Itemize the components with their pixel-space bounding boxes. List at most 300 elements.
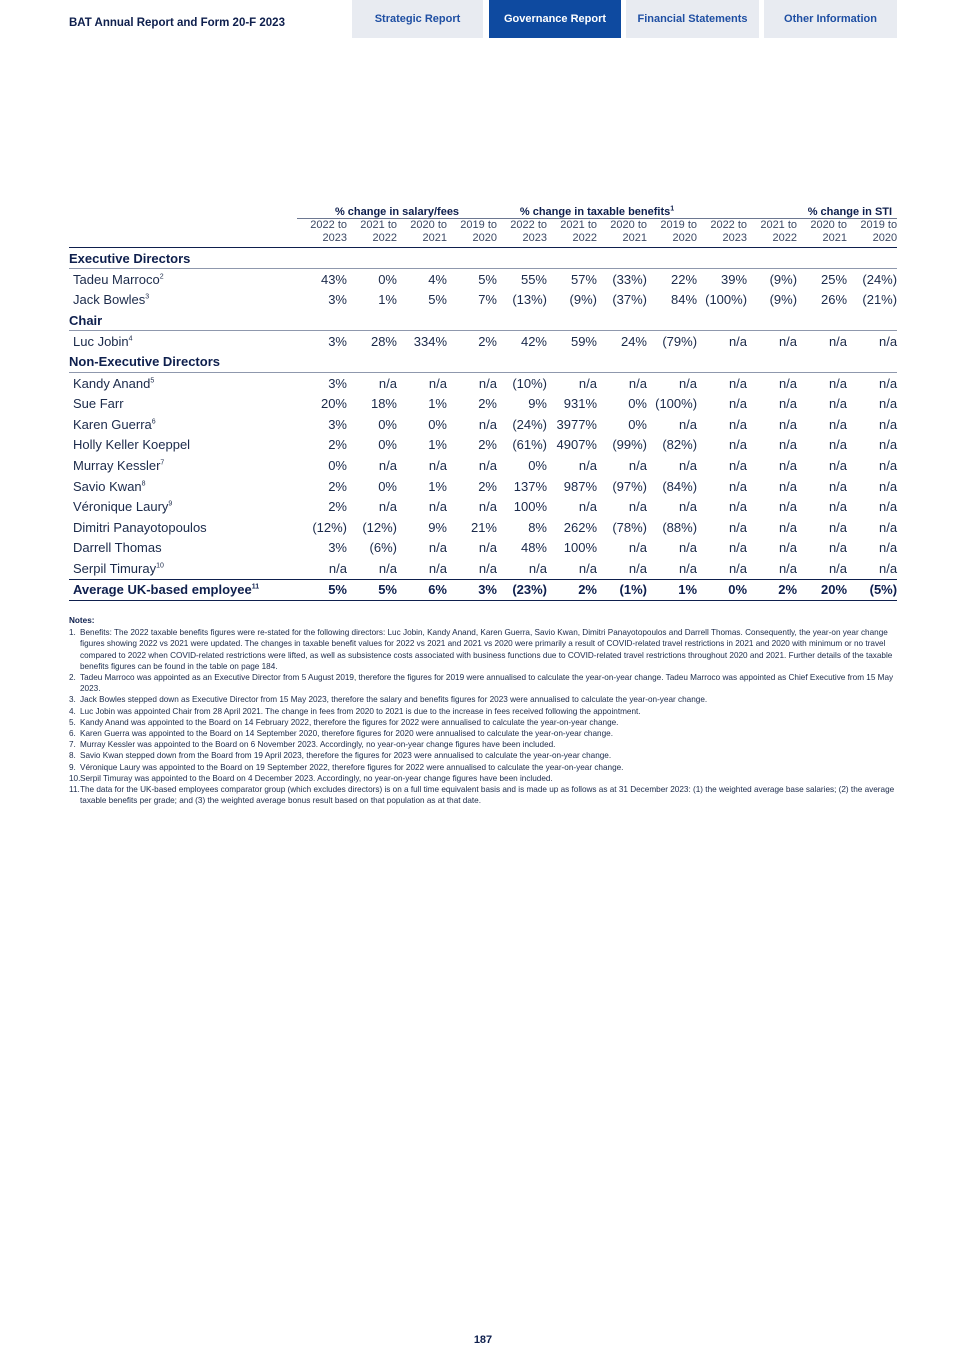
footnote-ref: 10 bbox=[156, 562, 164, 570]
value-cell: n/a bbox=[628, 499, 647, 515]
value-cell: (88%) bbox=[662, 519, 698, 535]
value-cell: 1% bbox=[647, 579, 697, 600]
value-cell: 334% bbox=[413, 333, 447, 349]
note-text: Savio Kwan stepped down from the Board from 19 April 2023, therefore the figures for 2023 were annualised to calculate the year-on-year change. bbox=[80, 751, 612, 761]
note-text: Murray Kessler was appointed to the Board on 6 November 2023. Accordingly, no year-on-year change figures have been included. bbox=[80, 740, 556, 750]
year-header-line: 2023 bbox=[722, 232, 748, 244]
value-cell: (21%) bbox=[862, 292, 898, 308]
value-cell: n/a bbox=[879, 478, 898, 494]
year-header-line: 2023 bbox=[522, 232, 547, 244]
value-cell: 26% bbox=[821, 292, 848, 308]
value-cell: 2% bbox=[478, 333, 497, 349]
note-text: Serpil Timuray was appointed to the Board on 4 December 2023. Accordingly, no year-on-year change figures have been included. bbox=[80, 773, 553, 783]
value-cell: 0% bbox=[628, 416, 647, 432]
year-header-line: 2020 bbox=[872, 232, 898, 244]
group-benefits-header: % change in taxable benefits$^1$ bbox=[497, 199, 697, 219]
value-cell: n/a bbox=[728, 457, 748, 473]
year-header bbox=[597, 219, 647, 248]
director-name: Kandy Anand bbox=[73, 375, 151, 391]
value-cell: n/a bbox=[728, 519, 748, 535]
note-number: 2. bbox=[69, 673, 76, 683]
value-cell: 9% bbox=[528, 396, 547, 412]
table-row bbox=[69, 331, 897, 352]
note-text: Karen Guerra was appointed to the Board on 14 September 2020, therefore figures for 2020 were annualised to calculate the year-on-year change. bbox=[80, 729, 613, 739]
value-cell: n/a bbox=[828, 519, 848, 535]
value-cell: n/a bbox=[778, 560, 798, 576]
value-cell: n/a bbox=[728, 478, 748, 494]
value-cell: n/a bbox=[478, 540, 497, 556]
note-item bbox=[69, 750, 895, 761]
value-cell: n/a bbox=[628, 457, 647, 473]
year-header bbox=[397, 219, 447, 248]
note-number: 8. bbox=[69, 751, 76, 761]
value-cell: 2% bbox=[328, 437, 347, 453]
year-header bbox=[297, 219, 347, 248]
row-name-cell bbox=[69, 517, 297, 538]
value-cell: 20% bbox=[797, 579, 847, 600]
value-cell: 0% bbox=[378, 478, 397, 494]
year-header-line: 2022 bbox=[572, 232, 597, 244]
value-cell: (100%) bbox=[705, 292, 748, 308]
value-cell: n/a bbox=[428, 375, 447, 391]
value-cell: 2% bbox=[328, 499, 347, 515]
note-text: Kandy Anand was appointed to the Board on 14 February 2022, therefore the figures for 2022 were annualised to calculate the year-on-year change. bbox=[80, 717, 619, 727]
year-header-row bbox=[69, 219, 897, 248]
value-cell: (9%) bbox=[569, 292, 597, 308]
year-header-line: 2022 to bbox=[310, 219, 347, 231]
value-cell: n/a bbox=[578, 499, 597, 515]
year-header bbox=[547, 219, 597, 248]
value-cell: 8% bbox=[528, 519, 547, 535]
value-cell: n/a bbox=[778, 457, 798, 473]
row-name-cell bbox=[69, 269, 297, 290]
group-salary-header: % change in salary/fees bbox=[297, 199, 497, 219]
table-row bbox=[69, 435, 897, 456]
year-header-line: 2020 to bbox=[610, 219, 647, 231]
value-cell: n/a bbox=[828, 375, 848, 391]
value-cell: n/a bbox=[778, 478, 798, 494]
footnote-ref: 7 bbox=[160, 459, 165, 467]
value-cell: 3% bbox=[328, 292, 347, 308]
footnote-ref: 6 bbox=[151, 418, 156, 426]
footnote-ref: 9 bbox=[168, 500, 173, 508]
director-name: Murray Kessler bbox=[73, 457, 161, 473]
year-header-line: 2019 to bbox=[860, 219, 898, 231]
year-header-line: 2019 to bbox=[460, 219, 497, 231]
value-cell: n/a bbox=[728, 333, 748, 349]
value-cell: n/a bbox=[879, 437, 898, 453]
year-header-line: 2021 bbox=[622, 232, 647, 244]
value-cell: n/a bbox=[628, 375, 647, 391]
value-cell: n/a bbox=[778, 333, 798, 349]
value-cell: n/a bbox=[828, 437, 848, 453]
value-cell: 22% bbox=[671, 271, 698, 287]
row-name-cell bbox=[69, 558, 297, 579]
year-header-line: 2022 bbox=[772, 232, 798, 244]
footnote-ref: 1 bbox=[670, 205, 675, 213]
year-header-line: 2020 bbox=[472, 232, 497, 244]
row-name-cell bbox=[69, 372, 297, 393]
table-row bbox=[69, 372, 897, 393]
value-cell: 1% bbox=[378, 292, 397, 308]
table-row bbox=[69, 290, 897, 311]
value-cell: n/a bbox=[728, 437, 748, 453]
value-cell: n/a bbox=[879, 396, 898, 412]
value-cell: (61%) bbox=[512, 437, 547, 453]
value-cell: (9%) bbox=[769, 271, 798, 287]
group-sti-header: % change in STI bbox=[697, 199, 897, 219]
value-cell: 18% bbox=[370, 396, 397, 412]
note-number: 9. bbox=[69, 762, 76, 772]
section-header-row bbox=[69, 310, 897, 331]
value-cell: 3% bbox=[328, 540, 347, 556]
value-cell: (24%) bbox=[862, 271, 898, 287]
year-header-line: 2019 to bbox=[660, 219, 698, 231]
value-cell: n/a bbox=[778, 416, 798, 432]
note-number: 10. bbox=[69, 773, 81, 783]
value-cell: n/a bbox=[879, 333, 898, 349]
value-cell: n/a bbox=[879, 519, 898, 535]
notes-section bbox=[69, 615, 895, 806]
table-row bbox=[69, 414, 897, 435]
value-cell: n/a bbox=[828, 396, 848, 412]
note-item bbox=[69, 739, 895, 750]
note-number: 11. bbox=[69, 785, 80, 795]
value-cell: n/a bbox=[478, 416, 497, 432]
pay-change-table bbox=[69, 199, 897, 601]
value-cell: 9% bbox=[428, 519, 447, 535]
footnote-ref: 4 bbox=[128, 335, 133, 343]
section-title: Executive Directors bbox=[69, 248, 897, 269]
value-cell: 137% bbox=[513, 478, 547, 494]
value-cell: (5%) bbox=[847, 579, 897, 600]
value-cell: n/a bbox=[728, 540, 748, 556]
value-cell: 21% bbox=[470, 519, 497, 535]
tab-strategic-report[interactable]: Strategic Report bbox=[352, 0, 483, 38]
year-header bbox=[647, 219, 697, 248]
value-cell: n/a bbox=[578, 560, 597, 576]
group-header-row bbox=[69, 199, 897, 219]
value-cell: n/a bbox=[478, 499, 497, 515]
value-cell: n/a bbox=[578, 457, 597, 473]
value-cell: n/a bbox=[879, 560, 898, 576]
value-cell: n/a bbox=[428, 540, 447, 556]
year-header bbox=[347, 219, 397, 248]
value-cell: n/a bbox=[879, 457, 898, 473]
value-cell: n/a bbox=[728, 499, 748, 515]
note-number: 3. bbox=[69, 695, 76, 705]
value-cell: n/a bbox=[478, 457, 497, 473]
value-cell: (12%) bbox=[362, 519, 397, 535]
value-cell: n/a bbox=[378, 560, 397, 576]
value-cell: n/a bbox=[378, 499, 397, 515]
year-header bbox=[797, 219, 847, 248]
value-cell: n/a bbox=[879, 499, 898, 515]
note-item bbox=[69, 627, 895, 672]
director-name: Dimitri Panayotopoulos bbox=[73, 519, 207, 535]
year-header-line: 2020 bbox=[672, 232, 698, 244]
note-text: The data for the UK-based employees comparator group (which excludes directors) is on a full time equivalent basis and is made up as follows as at 31 December 2023: (1) the weighted average base salaries; (2) the average taxable benefits per grade; and (3) the weighted average bonus result based on that population as at that date. bbox=[80, 785, 895, 806]
note-text: Jack Bowles stepped down as Executive Director from 15 May 2023, therefore the salary and benefits figures for 2023 were annualised to calculate the year-on-year change. bbox=[80, 695, 708, 705]
director-name: Holly Keller Koeppel bbox=[73, 437, 191, 453]
value-cell: 3% bbox=[328, 375, 347, 391]
value-cell: (82%) bbox=[662, 437, 698, 453]
value-cell: 0% bbox=[697, 579, 747, 600]
value-cell: n/a bbox=[778, 540, 798, 556]
value-cell: n/a bbox=[828, 540, 848, 556]
year-header bbox=[497, 219, 547, 248]
value-cell: n/a bbox=[828, 478, 848, 494]
director-name: Jack Bowles bbox=[73, 292, 146, 308]
year-header bbox=[747, 219, 797, 248]
value-cell: n/a bbox=[378, 457, 397, 473]
value-cell: 3% bbox=[328, 416, 347, 432]
year-header bbox=[697, 219, 747, 248]
notes-list bbox=[69, 627, 895, 806]
value-cell: n/a bbox=[728, 416, 748, 432]
section-header-row bbox=[69, 352, 897, 373]
table-row bbox=[69, 558, 897, 579]
director-name: Average UK-based employee bbox=[73, 582, 252, 598]
value-cell: (100%) bbox=[655, 396, 698, 412]
value-cell: n/a bbox=[828, 416, 848, 432]
table-row bbox=[69, 455, 897, 476]
value-cell: 6% bbox=[397, 579, 447, 600]
note-text: Luc Jobin was appointed Chair from 28 April 2021. The change in fees from 2020 to 2021 is due to the increase in fees received following the appointment. bbox=[80, 706, 641, 716]
table-row bbox=[69, 393, 897, 414]
value-cell: 42% bbox=[520, 333, 547, 349]
value-cell: 1% bbox=[428, 437, 447, 453]
note-number: 7. bbox=[69, 740, 76, 750]
section-header-row bbox=[69, 248, 897, 269]
director-name: Sue Farr bbox=[73, 396, 124, 412]
value-cell: 43% bbox=[320, 271, 347, 287]
tab-financial-statements[interactable]: Financial Statements bbox=[626, 0, 759, 38]
value-cell: n/a bbox=[879, 416, 898, 432]
year-header-line: 2021 to bbox=[360, 219, 397, 231]
value-cell: 2% bbox=[478, 396, 497, 412]
value-cell: 55% bbox=[520, 271, 547, 287]
table-row bbox=[69, 496, 897, 517]
director-name: Savio Kwan bbox=[73, 478, 142, 494]
value-cell: n/a bbox=[828, 333, 848, 349]
value-cell: 0% bbox=[328, 457, 347, 473]
note-number: 4. bbox=[69, 706, 76, 716]
value-cell: 0% bbox=[378, 271, 397, 287]
value-cell: n/a bbox=[778, 396, 798, 412]
row-name-cell bbox=[69, 435, 297, 456]
value-cell: n/a bbox=[778, 375, 798, 391]
note-item bbox=[69, 672, 895, 694]
note-number: 1. bbox=[69, 628, 76, 638]
value-cell: 39% bbox=[721, 271, 748, 287]
value-cell: 5% bbox=[428, 292, 447, 308]
value-cell: n/a bbox=[879, 375, 898, 391]
value-cell: n/a bbox=[478, 560, 497, 576]
year-header-line: 2020 to bbox=[410, 219, 447, 231]
value-cell: (78%) bbox=[612, 519, 647, 535]
row-name-cell bbox=[69, 579, 297, 600]
value-cell: 262% bbox=[563, 519, 597, 535]
director-name: Darrell Thomas bbox=[73, 540, 162, 556]
value-cell: (13%) bbox=[512, 292, 547, 308]
value-cell: (37%) bbox=[612, 292, 647, 308]
value-cell: 59% bbox=[570, 333, 597, 349]
value-cell: 25% bbox=[821, 271, 848, 287]
year-header-line: 2021 bbox=[422, 232, 447, 244]
value-cell: 2% bbox=[547, 579, 597, 600]
footnote-ref: 8 bbox=[141, 480, 146, 488]
value-cell: n/a bbox=[678, 560, 698, 576]
table-row bbox=[69, 517, 897, 538]
note-item bbox=[69, 694, 895, 705]
value-cell: (99%) bbox=[612, 437, 647, 453]
value-cell: 100% bbox=[513, 499, 547, 515]
value-cell: 0% bbox=[378, 416, 397, 432]
year-header-line: 2023 bbox=[322, 232, 347, 244]
value-cell: n/a bbox=[728, 560, 748, 576]
row-name-cell bbox=[69, 538, 297, 559]
row-name-cell bbox=[69, 496, 297, 517]
value-cell: 0% bbox=[428, 416, 447, 432]
table-row bbox=[69, 269, 897, 290]
value-cell: 3977% bbox=[556, 416, 597, 432]
report-title: BAT Annual Report and Form 20-F 2023 bbox=[69, 17, 285, 29]
section-title: Non-Executive Directors bbox=[69, 352, 897, 373]
footnote-ref: 2 bbox=[159, 273, 164, 281]
value-cell: 2% bbox=[747, 579, 797, 600]
value-cell: n/a bbox=[378, 375, 397, 391]
value-cell: 2% bbox=[478, 437, 497, 453]
value-cell: n/a bbox=[828, 560, 848, 576]
year-header-line: 2022 to bbox=[510, 219, 547, 231]
value-cell: 5% bbox=[347, 579, 397, 600]
table-body bbox=[69, 248, 897, 601]
note-text: Benefits: The 2022 taxable benefits figures were re-stated for the following directors: Luc Jobin, Kandy Anand, Karen Guerra, Savio Kwan, Dimitri Panayotopoulos and Darrell Thomas. Consequently, the year-on year change figures showing 2022 vs 2021 were updated. The changes in taxable benefit values for 2022 vs 2021 and 2021 vs 2020 were primarily a result of COVID-related travel restrictions in 2021 and 2020 with minimum or no travel compared to 2022 when COVID-related restrictions were lifted, as well as subsistence costs associated with business functions due to COVID-related travel restrictions throughout 2020 and 2021. Further details of the taxable benefits figures can be found in the table on page 184. bbox=[80, 628, 893, 671]
row-name-cell bbox=[69, 393, 297, 414]
value-cell: 1% bbox=[428, 396, 447, 412]
value-cell: n/a bbox=[678, 457, 698, 473]
footnote-ref: 11 bbox=[251, 583, 260, 591]
value-cell: (97%) bbox=[612, 478, 647, 494]
value-cell: (1%) bbox=[597, 579, 647, 600]
value-cell: 20% bbox=[320, 396, 347, 412]
note-item bbox=[69, 773, 895, 784]
tab-other-information[interactable]: Other Information bbox=[764, 0, 897, 38]
value-cell: 3% bbox=[328, 333, 347, 349]
value-cell: n/a bbox=[728, 375, 748, 391]
table-row bbox=[69, 538, 897, 559]
value-cell: n/a bbox=[879, 540, 898, 556]
note-text: Tadeu Marroco was appointed as an Executive Director from 5 August 2019, therefore the figures for 2019 were annualised to calculate the year-on-year change. Tadeu Marroco was appointed as Chief Executive from 15 May 2023. bbox=[80, 673, 894, 694]
value-cell: n/a bbox=[678, 375, 698, 391]
director-name: Serpil Timuray bbox=[73, 560, 157, 576]
value-cell: n/a bbox=[678, 499, 698, 515]
year-header-line: 2021 to bbox=[760, 219, 798, 231]
value-cell: (6%) bbox=[369, 540, 397, 556]
value-cell: (79%) bbox=[662, 333, 698, 349]
row-name-cell bbox=[69, 455, 297, 476]
note-item bbox=[69, 717, 895, 728]
value-cell: 5% bbox=[478, 271, 497, 287]
value-cell: 2% bbox=[478, 478, 497, 494]
year-header bbox=[447, 219, 497, 248]
value-cell: (33%) bbox=[612, 271, 647, 287]
value-cell: 0% bbox=[378, 437, 397, 453]
tab-governance-report[interactable]: Governance Report bbox=[489, 0, 621, 38]
value-cell: (84%) bbox=[662, 478, 698, 494]
notes-title: Notes: bbox=[69, 616, 95, 625]
value-cell: n/a bbox=[678, 416, 698, 432]
note-number: 5. bbox=[69, 717, 76, 727]
value-cell: 24% bbox=[620, 333, 647, 349]
footnote-ref: 3 bbox=[145, 294, 150, 302]
value-cell: 0% bbox=[628, 396, 647, 412]
row-name-cell bbox=[69, 414, 297, 435]
value-cell: n/a bbox=[528, 560, 547, 576]
note-text: Véronique Laury was appointed to the Board on 19 September 2022, therefore figures for 2022 were annualised to calculate the year-on-year change. bbox=[80, 762, 624, 772]
director-name: Tadeu Marroco bbox=[73, 271, 160, 287]
page-number: 187 bbox=[473, 1334, 493, 1346]
value-cell: 100% bbox=[563, 540, 597, 556]
note-item bbox=[69, 784, 895, 806]
note-item bbox=[69, 728, 895, 739]
year-header-line: 2022 to bbox=[710, 219, 748, 231]
value-cell: n/a bbox=[628, 540, 647, 556]
value-cell: n/a bbox=[628, 560, 647, 576]
year-header bbox=[847, 219, 897, 248]
value-cell: n/a bbox=[428, 560, 447, 576]
year-header-line: 2022 bbox=[372, 232, 397, 244]
row-name-cell bbox=[69, 331, 297, 352]
value-cell: 7% bbox=[478, 292, 497, 308]
value-cell: n/a bbox=[778, 519, 798, 535]
value-cell: n/a bbox=[828, 457, 848, 473]
year-header-line: 2020 to bbox=[810, 219, 848, 231]
value-cell: 1% bbox=[428, 478, 447, 494]
value-cell: (24%) bbox=[512, 416, 547, 432]
note-item bbox=[69, 706, 895, 717]
value-cell: 0% bbox=[528, 457, 547, 473]
note-item bbox=[69, 762, 895, 773]
value-cell: 3% bbox=[447, 579, 497, 600]
value-cell: n/a bbox=[778, 499, 798, 515]
footnote-ref: 5 bbox=[150, 377, 155, 385]
value-cell: (12%) bbox=[312, 519, 347, 535]
director-name: Véronique Laury bbox=[73, 499, 169, 515]
value-cell: n/a bbox=[728, 396, 748, 412]
row-name-cell bbox=[69, 290, 297, 311]
value-cell: n/a bbox=[428, 457, 447, 473]
value-cell: 84% bbox=[671, 292, 698, 308]
director-name: Luc Jobin bbox=[73, 333, 129, 349]
value-cell: n/a bbox=[428, 499, 447, 515]
value-cell: n/a bbox=[578, 375, 597, 391]
section-title: Chair bbox=[69, 310, 897, 331]
value-cell: 4907% bbox=[556, 437, 597, 453]
average-row bbox=[69, 579, 897, 600]
value-cell: n/a bbox=[478, 375, 497, 391]
value-cell: 2% bbox=[328, 478, 347, 494]
year-header-line: 2021 to bbox=[560, 219, 597, 231]
value-cell: 987% bbox=[563, 478, 597, 494]
value-cell: 5% bbox=[297, 579, 347, 600]
value-cell: 931% bbox=[563, 396, 597, 412]
value-cell: 4% bbox=[428, 271, 447, 287]
value-cell: n/a bbox=[778, 437, 798, 453]
value-cell: 48% bbox=[520, 540, 547, 556]
value-cell: n/a bbox=[678, 540, 698, 556]
